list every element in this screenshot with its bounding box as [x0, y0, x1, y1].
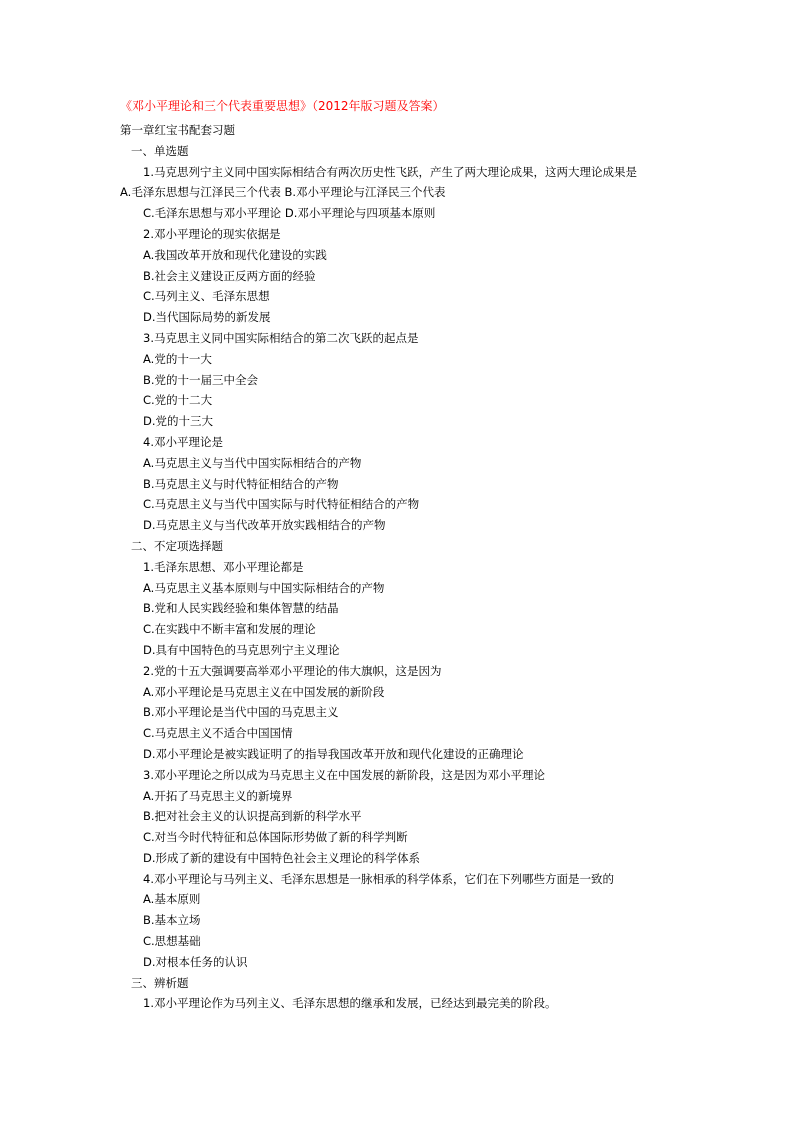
option-line: C.党的十二大 — [143, 393, 213, 408]
option-line: A.基本原则 — [143, 892, 201, 907]
option-line: A.马克思主义基本原则与中国实际相结合的产物 — [143, 580, 385, 595]
option-line: D.党的十三大 — [143, 414, 214, 429]
section-heading: 三、辨析题 — [131, 975, 189, 990]
option-line: A.毛泽东思想与江泽民三个代表 B.邓小平理论与江泽民三个代表 — [120, 185, 446, 200]
document-body — [0, 120, 794, 1014]
option-line: B.党的十一届三中全会 — [143, 372, 259, 387]
option-line: D.当代国际局势的新发展 — [143, 310, 271, 325]
question-line: 3.邓小平理论之所以成为马克思主义在中国发展的新阶段，这是因为邓小平理论 — [143, 767, 545, 782]
option-line: A.党的十一大 — [143, 351, 212, 366]
option-line: B.基本立场 — [143, 913, 201, 928]
question-line: 3.马克思主义同中国实际相结合的第二次飞跃的起点是 — [143, 330, 419, 345]
option-line: C.毛泽东思想与邓小平理论 D.邓小平理论与四项基本原则 — [143, 206, 436, 221]
question-line: 1.毛泽东思想、邓小平理论都是 — [143, 559, 304, 574]
option-line: A.邓小平理论是马克思主义在中国发展的新阶段 — [143, 684, 385, 699]
question-line: 4.邓小平理论与马列主义、毛泽东思想是一脉相承的科学体系，它们在下列哪些方面是一致的 — [143, 871, 614, 886]
option-line: C.思想基础 — [143, 934, 201, 949]
question-line: 1.马克思列宁主义同中国实际相结合有两次历史性飞跃，产生了两大理论成果，这两大理论成果是 — [143, 164, 637, 179]
option-line: D.对根本任务的认识 — [143, 954, 248, 969]
chapter-heading: 第一章红宝书配套习题 — [120, 123, 235, 137]
option-line: A.开拓了马克思主义的新境界 — [143, 788, 293, 803]
section-heading: 一、单选题 — [131, 143, 189, 158]
option-line: C.马克思主义不适合中国国情 — [143, 726, 293, 741]
option-line: B.把对社会主义的认识提高到新的科学水平 — [143, 809, 362, 824]
question-line: 4.邓小平理论是 — [143, 434, 223, 449]
option-line: D.具有中国特色的马克思列宁主义理论 — [143, 642, 340, 657]
option-line: B.马克思主义与时代特征相结合的产物 — [143, 476, 339, 491]
option-line: B.社会主义建设正反两方面的经验 — [143, 268, 316, 283]
option-line: C.对当今时代特征和总体国际形势做了新的科学判断 — [143, 830, 408, 845]
question-line: 1.邓小平理论作为马列主义、毛泽东思想的继承和发展，已经达到最完美的阶段。 — [143, 996, 557, 1011]
option-line: D.邓小平理论是被实践证明了的指导我国改革开放和现代化建设的正确理论 — [143, 746, 524, 761]
option-line: A.我国改革开放和现代化建设的实践 — [143, 247, 327, 262]
option-line: D.马克思主义与当代改革开放实践相结合的产物 — [143, 518, 386, 533]
option-line: C.马列主义、毛泽东思想 — [143, 289, 270, 304]
section-heading: 二、不定项选择题 — [131, 538, 223, 553]
option-line: C.在实践中不断丰富和发展的理论 — [143, 622, 316, 637]
question-line: 2.邓小平理论的现实依据是 — [143, 226, 281, 241]
option-line: B.党和人民实践经验和集体智慧的结晶 — [143, 601, 339, 616]
question-line: 2.党的十五大强调要高举邓小平理论的伟大旗帜，这是因为 — [143, 663, 442, 678]
option-line: B.邓小平理论是当代中国的马克思主义 — [143, 705, 339, 720]
document-title: 《邓小平理论和三个代表重要思想》（2012年版习题及答案） — [120, 99, 445, 113]
option-line: A.马克思主义与当代中国实际相结合的产物 — [143, 455, 362, 470]
option-line: D.形成了新的建设有中国特色社会主义理论的科学体系 — [143, 850, 421, 865]
option-line: C.马克思主义与当代中国实际与时代特征相结合的产物 — [143, 497, 420, 512]
